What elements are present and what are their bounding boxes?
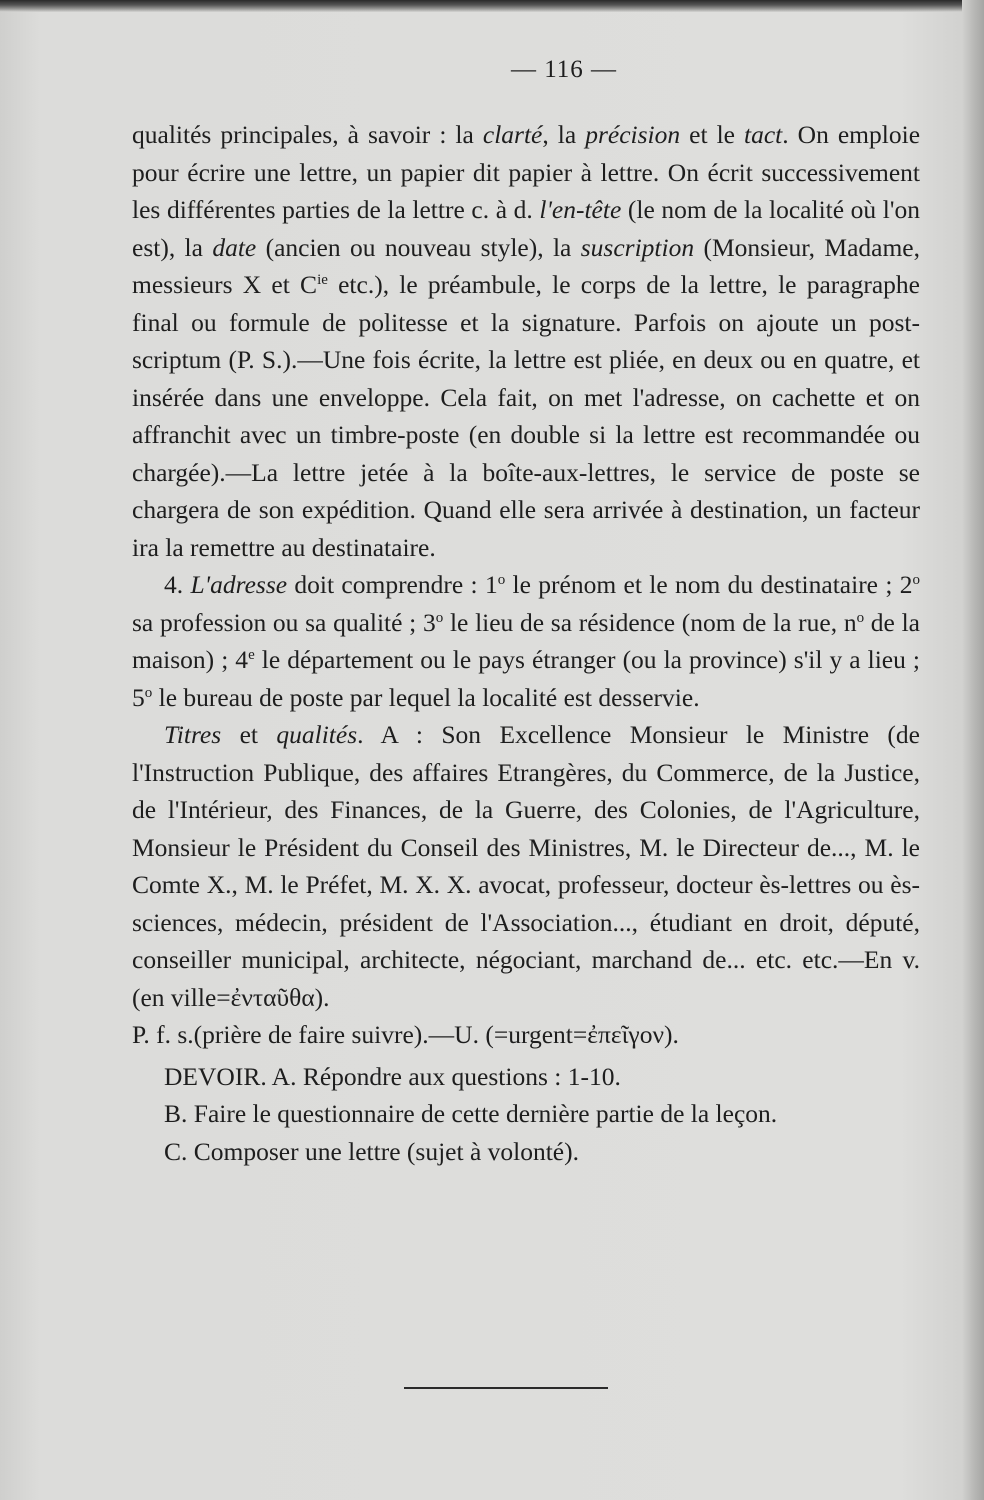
devoir-c: C. Composer une lettre (sujet à volonté). — [164, 1136, 579, 1166]
page-number: — 116 — — [510, 56, 618, 83]
page-top-edge — [0, 0, 984, 12]
paragraph-letter-parts: qualités principales, à savoir : la clarté, la précision et le tact. On emploie pour écrire une lettre, un papier dit papier à lettre. On écrit successivement les différentes parties de la lettre c. à d. l'en-tête (le nom de la localité où l'on est), la date (ancien ou nouveau style), la suscription (Monsieur, Madame, messieurs X et $C^{ie}$ etc.), le préambule, le corps de la lettre, le paragraphe final ou formule de politesse et la signature. Parfois on ajoute un post-scriptum (P. S.).—Une fois écrite, la lettre est pliée, en deux ou en quatre, et insérée dans une enveloppe. Cela fait, on met l'adresse, on cachette et on affranchit avec un timbre-poste (en double si la lettre est recommandée ou chargée).—La lettre jetée à la boîte-aux-lettres, le service de poste se chargera de son expédition. Quand elle sera arrivée à destination, un facteur ira la remettre au destinataire. — [132, 120, 921, 562]
devoir-a: DEVOIR. A. Répondre aux questions : 1-10. — [164, 1061, 621, 1091]
paragraph-abbreviations: P. f. s.(prière de faire suivre).—U. (=urgent=ἐπεῖγον). — [132, 1020, 679, 1049]
main-text — [132, 116, 920, 1170]
paragraph-address: 4. L'adresse doit comprendre : 1$^o$ le prénom et le nom du destinataire ; 2$^o$ sa profession ou sa qualité ; 3$^o$ le lieu de sa résidence (nom de la rue, $n^o$ de la maison) ; 4e le département ou le pays étranger (ou la province) s'il y a lieu ; 5$^o$ le bureau de poste par lequel la localité est desservie. — [132, 570, 921, 712]
paragraph-titles: Titres et qualités. A : Son Excellence Monsieur le Ministre (de l'Instruction Publique, des affaires Etrangères, du Commerce, de la Justice, de l'Intérieur, des Finances, de la Guerre, des Colonies, de l'Agriculture, Monsieur le Président du Conseil des Ministres, M. le Directeur de..., M. le Comte X., M. le Préfet, M. X. X. avocat, professeur, docteur ès-lettres ou ès-sciences, médecin, président de l'Association..., étudiant en droit, député, conseiller municipal, architecte, négociant, marchand de... etc. etc.—En v. (en ville=ἐνταῦθα). — [132, 720, 920, 1012]
page-right-edge — [962, 0, 984, 1500]
devoir-b: B. Faire le questionnaire de cette dernière partie de la leçon. — [164, 1099, 778, 1128]
separator-rule — [404, 1387, 608, 1389]
